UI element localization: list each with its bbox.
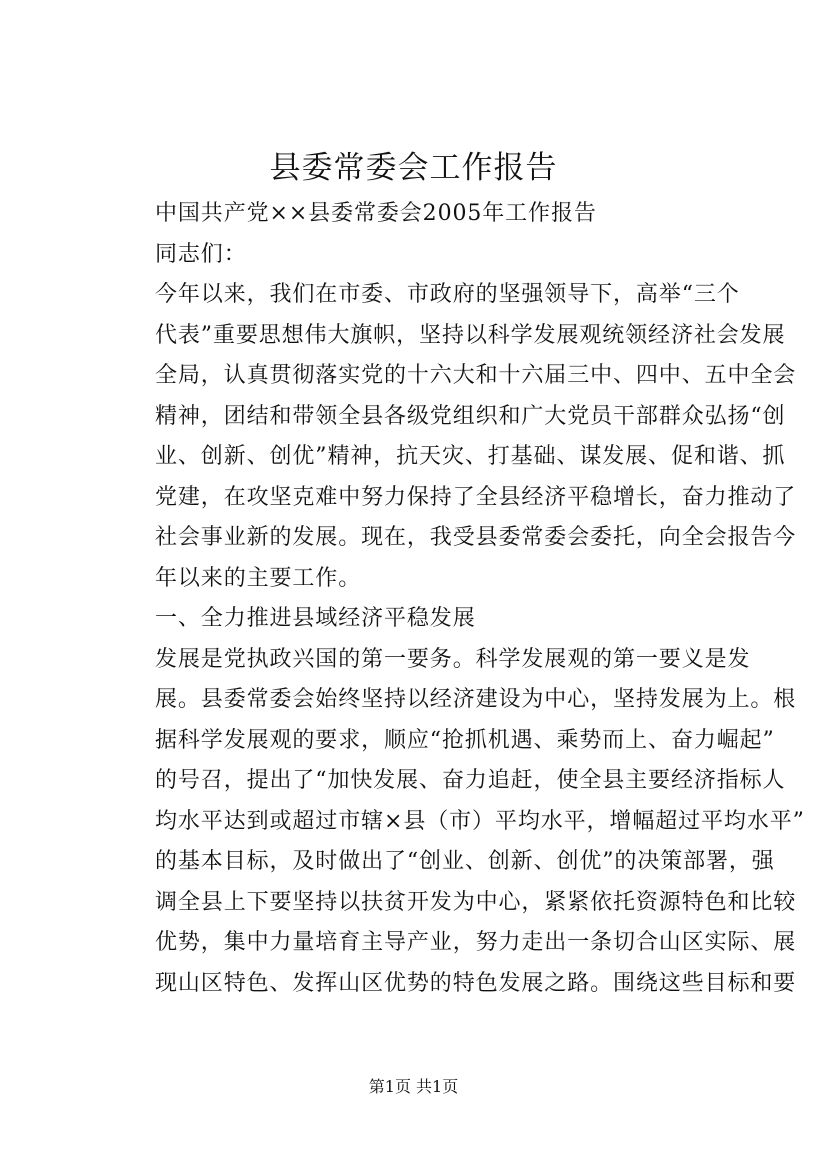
subtitle-paragraph [111,194,723,235]
page-footer: 第1页 共1页 [368,1077,459,1096]
paragraph-line: 社会事业新的发展。现在，我受县委常委会委托，向全会报告今 [155,525,797,550]
document-title: 县委常委会工作报告 [269,150,558,186]
section-paragraph [111,640,805,1005]
paragraph-line: 全局，认真贯彻落实党的十六大和十六届三中、四中、五中全会 [155,363,797,388]
document-body [111,194,805,1004]
paragraph-line: 同志们： [155,241,247,267]
intro-paragraph [111,275,797,599]
paragraph-line: 发展是党执政兴国的第一要务。科学发展观的第一要义是发 [155,646,751,672]
paragraph-line: 党建，在攻坚克难中努力保持了全县经济平稳增长，奋力推动了 [155,484,797,510]
paragraph-line: 调全县上下要坚持以扶贫开发为中心，紧紧依托资源特色和比较 [155,889,797,915]
paragraph-line: 均水平达到或超过市辖×县（市）平均水平，增幅超过平均水平” [155,808,805,834]
paragraph-line: 一、全力推进县域经济平稳发展 [155,606,476,631]
paragraph-line: 中国共产党××县委常委会2005年工作报告 [155,201,597,226]
paragraph-line: 展。县委常委会始终坚持以经济建设为中心，坚持发展为上。根 [155,687,797,712]
paragraph-line: 现山区特色、发挥山区优势的特色发展之路。围绕这些目标和要 [155,970,797,996]
paragraph-line: 的基本目标，及时做出了“创业、创新、创优”的决策部署，强 [155,849,775,874]
paragraph-line: 精神，团结和带领全县各级党组织和广大党员干部群众弘扬“创 [155,403,786,429]
paragraph-line: 今年以来，我们在市委、市政府的坚强领导下，高举“三个 [155,282,740,307]
paragraph-line: 年以来的主要工作。 [155,565,362,591]
section-heading [111,599,723,640]
salutation-paragraph [111,235,723,276]
paragraph-line: 据科学发展观的要求，顺应“抢抓机遇、乘势而上、奋力崛起” [155,727,775,753]
paragraph-line: 业、创新、创优”精神，抗天灾、打基础、谋发展、促和谐、抓 [155,444,786,469]
paragraph-line: 优势，集中力量培育主导产业，努力走出一条切合山区实际、展 [155,930,797,955]
paragraph-line: 代表”重要思想伟大旗帜，坚持以科学发展观统领经济社会发展 [155,322,786,348]
paragraph-line: 的号召，提出了“加快发展、奋力追赶，使全县主要经济指标人 [155,768,786,793]
